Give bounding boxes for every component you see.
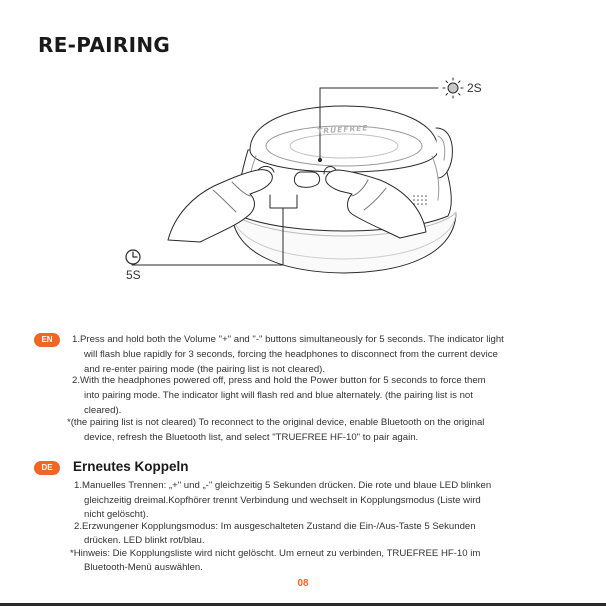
headband-hinge — [436, 128, 452, 178]
item-line: *(the pairing list is not cleared) To reconnect to the original device, enable Bluetooth on the original — [67, 417, 485, 428]
item-line: and re-enter pairing mode (the pairing list is not cleared). — [84, 364, 326, 375]
item-line: 1.Press and hold both the Volume "+" and "-" buttons simultaneously for 5 seconds. The indicator light — [72, 334, 504, 345]
page-number: 08 — [297, 578, 309, 589]
clock-icon — [126, 250, 140, 264]
brand-emboss: TRUEFREE — [316, 123, 369, 136]
item-line: Bluetooth-Menü auswählen. — [84, 562, 203, 573]
headphone-illustration — [0, 60, 606, 310]
hold-duration-label: 5S — [126, 268, 141, 282]
item-line: 1.Manuelles Trennen: „+" und „-" gleichzeitig 5 Sekunden drücken. Die rote und blaue LED blinken — [74, 480, 492, 491]
item-line: into pairing mode. The indicator light will flash red and blue alternately. (the pairing list is not — [84, 390, 473, 401]
section-heading-de: Erneutes Koppeln — [73, 459, 189, 474]
page-title: RE-PAIRING — [38, 33, 171, 57]
item-line: nicht gelöscht). — [84, 509, 149, 520]
item-line: drücken. LED blinkt rot/blau. — [84, 535, 205, 546]
item-line: 2.With the headphones powered off, press and hold the Power button for 5 seconds to force them — [72, 375, 486, 386]
language-badge-en: EN — [34, 333, 60, 347]
item-line: will flash blue rapidly for 3 seconds, forcing the headphones to disconnect from the current device — [84, 349, 498, 360]
item-line: *Hinweis: Die Kopplungsliste wird nicht gelöscht. Um erneut zu verbinden, TRUEFREE HF-10 im — [70, 548, 481, 559]
light-blink-icon — [443, 78, 463, 98]
light-duration-label: 2S — [467, 81, 482, 95]
item-line: device, refresh the Bluetooth list, and select "TRUEFREE HF-10" to pair again. — [84, 432, 419, 443]
item-line: 2.Erzwungener Kopplungsmodus: Im ausgeschalteten Zustand die Ein-/Aus-Taste 5 Sekunden — [74, 521, 476, 532]
earcup-cap — [250, 106, 438, 172]
language-badge-de: DE — [34, 461, 60, 475]
item-line: gleichzeitig dreimal.Kopfhörer trennt Verbindung und wechselt in Kopplungsmodus (Liste wird — [84, 495, 481, 506]
item-line: cleared). — [84, 405, 122, 416]
